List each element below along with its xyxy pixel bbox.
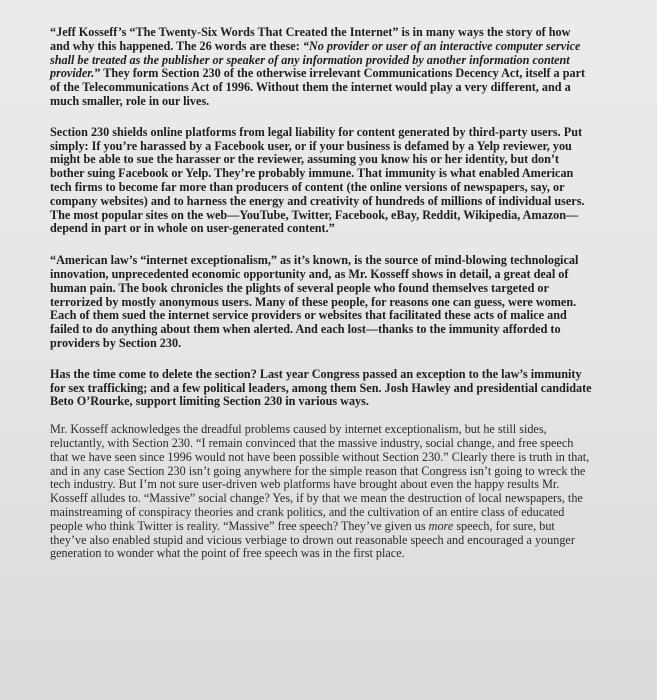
paragraph-2-text: Section 230 shields online platforms from legal liability for content generated by third-party users. Put simply: If you’re harassed by a Facebook user, or if your business is defamed by a Yelp reviewer, you might be able to sue the harasser or the reviewer, assuming you know his or her identity, but don’t bother suing Facebook or Yelp. They’re probably immune. That immunity is what enabled American tech firms to become far more than producers of content (the online versions of newspapers, say, or company websites) and to harness the energy and creativity of hundreds of millions of individual users. The most popular sites on the web—YouTube, Twitter, Facebook, eBay, Reddit, Wikipedia, Amazon—depend in part or in whole on user-generated content.” — [50, 124, 585, 236]
paragraph-5-text-a: Mr. Kosseff acknowledges the dreadful problems caused by internet exceptionalism, but he still sides, reluctantly, with Section 230. “I remain convinced that the massive industry, social change, and free speech that we have seen since 1996 would not have been possible without Section 230.” Clearly there is truth in that, and in any case Section 230 isn’t going anywhere for the simple reason that Congress isn’t going to wreck the tech industry. But I’m not sure user-driven web platforms have brought about even the happy results Mr. Kosseff alludes to. “Massive” social change? Yes, if by that we mean the destruction of local newspapers, the mainstreaming of conspiracy theories and crank politics, and the cultivation of an entire class of educated people who think Twitter is reality. “Massive” free speech? They’ve given us — [50, 422, 590, 533]
paragraph-4-text: Has the time come to delete the section? Last year Congress passed an exception to the law’s immunity for sex trafficking; and a few political leaders, among them Sen. Josh Hawley and presidential candidate Beto O’Rourke, support limiting Section 230 in various ways. — [50, 366, 592, 409]
paragraph-5-emphasis: more — [428, 518, 454, 533]
paragraph-3 — [50, 254, 593, 351]
paragraph-1 — [50, 26, 593, 109]
paragraph-1-text-a: “Jeff Kosseff’s “The Twenty-Six Words That Created the Internet” is in many ways the story of how and why this happened. The 26 words are these: — [50, 25, 571, 53]
paragraph-1-quote: “No provider or user of an interactive computer service shall be treated as the publisher or speaker of any information provided by another information content provider. — [50, 38, 581, 81]
paragraph-1-text-b: ” They form Section 230 of the otherwise irrelevant Communications Decency Act, itself a part of the Telecommunications Act of 1996. Without them the internet would play a very different, and a much smaller, role in our lives. — [50, 66, 586, 108]
paragraph-5-text-b: speech, for sure, but they’ve also enabled stupid and vicious verbiage to drown out reasonable speech and encouraged a younger generation to wonder what the point of free speech was in the first place. — [50, 518, 575, 561]
paragraph-2 — [50, 126, 593, 236]
paragraph-5 — [50, 423, 593, 561]
paragraph-3-text: “American law’s “internet exceptionalism,” as it’s known, is the source of mind-blowing technological innovation, unprecedented economic opportunity and, as Mr. Kosseff shows in detail, a great deal of human pain. The book chronicles the plights of several people who found themselves targeted or terrorized by mostly anonymous users. Many of these people, for reasons one can guess, were women. Each of them sued the internet service providers or websites that facilitated these acts of malice and failed to do anything about them when alerted. And each lost—thanks to the immunity afforded to providers by Section 230. — [50, 253, 579, 350]
paragraph-4 — [50, 368, 593, 409]
